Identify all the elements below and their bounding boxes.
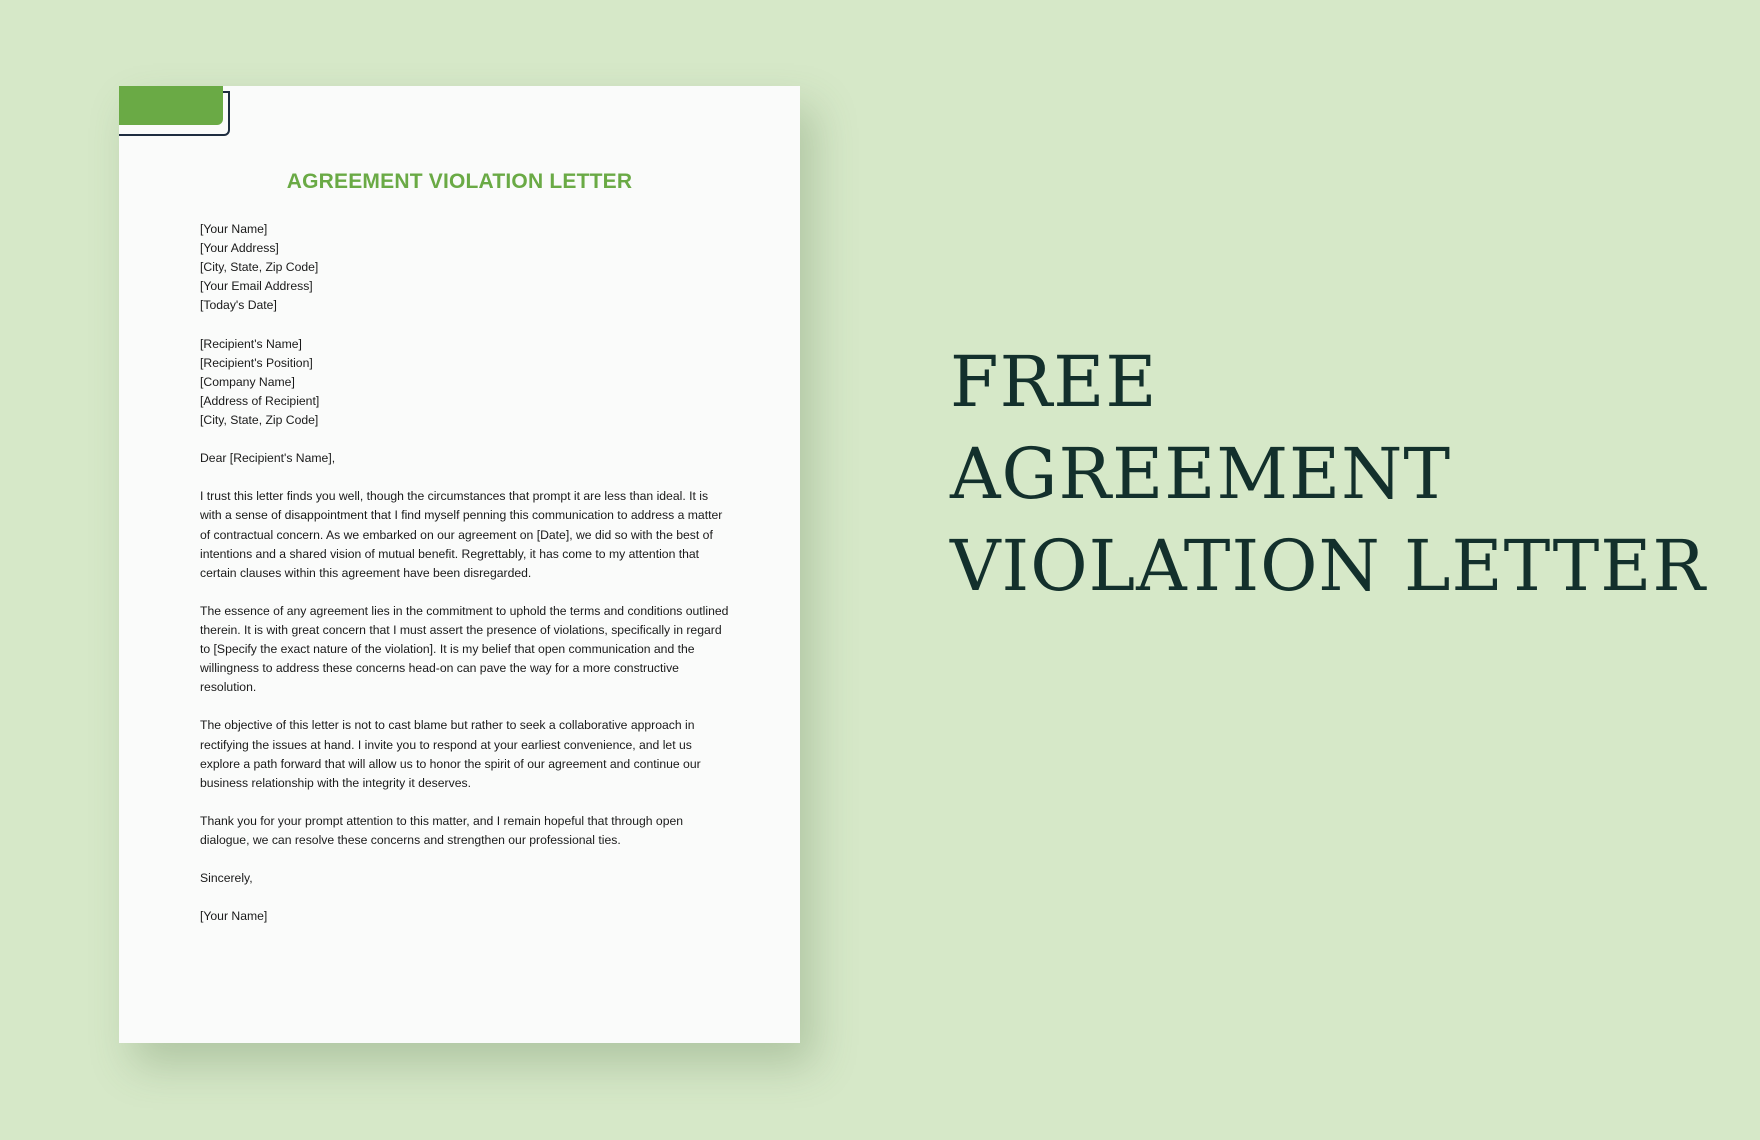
letter-date: [Today's Date] xyxy=(200,298,277,313)
recipient-address-block xyxy=(200,335,730,430)
letter-body xyxy=(200,220,730,946)
sender-email: [Your Email Address] xyxy=(200,279,313,294)
body-paragraph: The objective of this letter is not to cast blame but rather to seek a collaborative approach in rectifying the issues at hand. I invite you to respond at your earliest convenience, and let us explore a path forward that will allow us to honor the spirit of our agreement and continue our business relationship with the integrity it deserves. xyxy=(200,718,701,790)
sender-name: [Your Name] xyxy=(200,222,268,236)
closing: Sincerely, xyxy=(200,871,253,886)
letter-page xyxy=(119,86,800,1043)
salutation: Dear [Recipient's Name], xyxy=(200,451,336,466)
recipient-position: [Recipient's Position] xyxy=(200,355,313,370)
letter-title: AGREEMENT VIOLATION LETTER xyxy=(286,170,633,193)
recipient-address: [Address of Recipient] xyxy=(200,393,320,408)
headline-line-agreement: AGREEMENT xyxy=(950,433,1452,515)
body-paragraph: The essence of any agreement lies in the commitment to uphold the terms and conditions outlined therein. It is with great concern that I must assert the presence of violations, specifically in regard to [Specify the exact nature of the violation]. It is my belief that open communication and the willingness to address these concerns head-on can pave the way for a more constructive resolution. xyxy=(200,603,729,695)
headline-line-free: FREE xyxy=(950,341,1158,423)
body-paragraph: Thank you for your prompt attention to this matter, and I remain hopeful that through open dialogue, we can resolve these concerns and strengthen our professional ties. xyxy=(200,813,684,847)
promo-headline xyxy=(950,336,1706,612)
sender-address-block xyxy=(200,220,730,315)
recipient-name: [Recipient's Name] xyxy=(200,336,302,351)
signature-name: [Your Name] xyxy=(200,909,268,924)
headline-line-violation-letter: VIOLATION LETTER xyxy=(950,525,1707,607)
recipient-company: [Company Name] xyxy=(200,374,295,389)
corner-tab-accent xyxy=(119,86,223,125)
sender-city-state-zip: [City, State, Zip Code] xyxy=(200,260,319,275)
body-paragraph: I trust this letter finds you well, though the circumstances that prompt it are less than ideal. It is with a sense of disappointment that I find myself penning this communication to address a matter of contractual concern. As we embarked on our agreement on [Date], we did so with the best of intentions and a shared vision of mutual benefit. Regrettably, it has come to my attention that certain clauses within this agreement have been disregarded. xyxy=(200,489,723,580)
sender-address: [Your Address] xyxy=(200,241,279,256)
recipient-city-state-zip: [City, State, Zip Code] xyxy=(200,412,319,427)
